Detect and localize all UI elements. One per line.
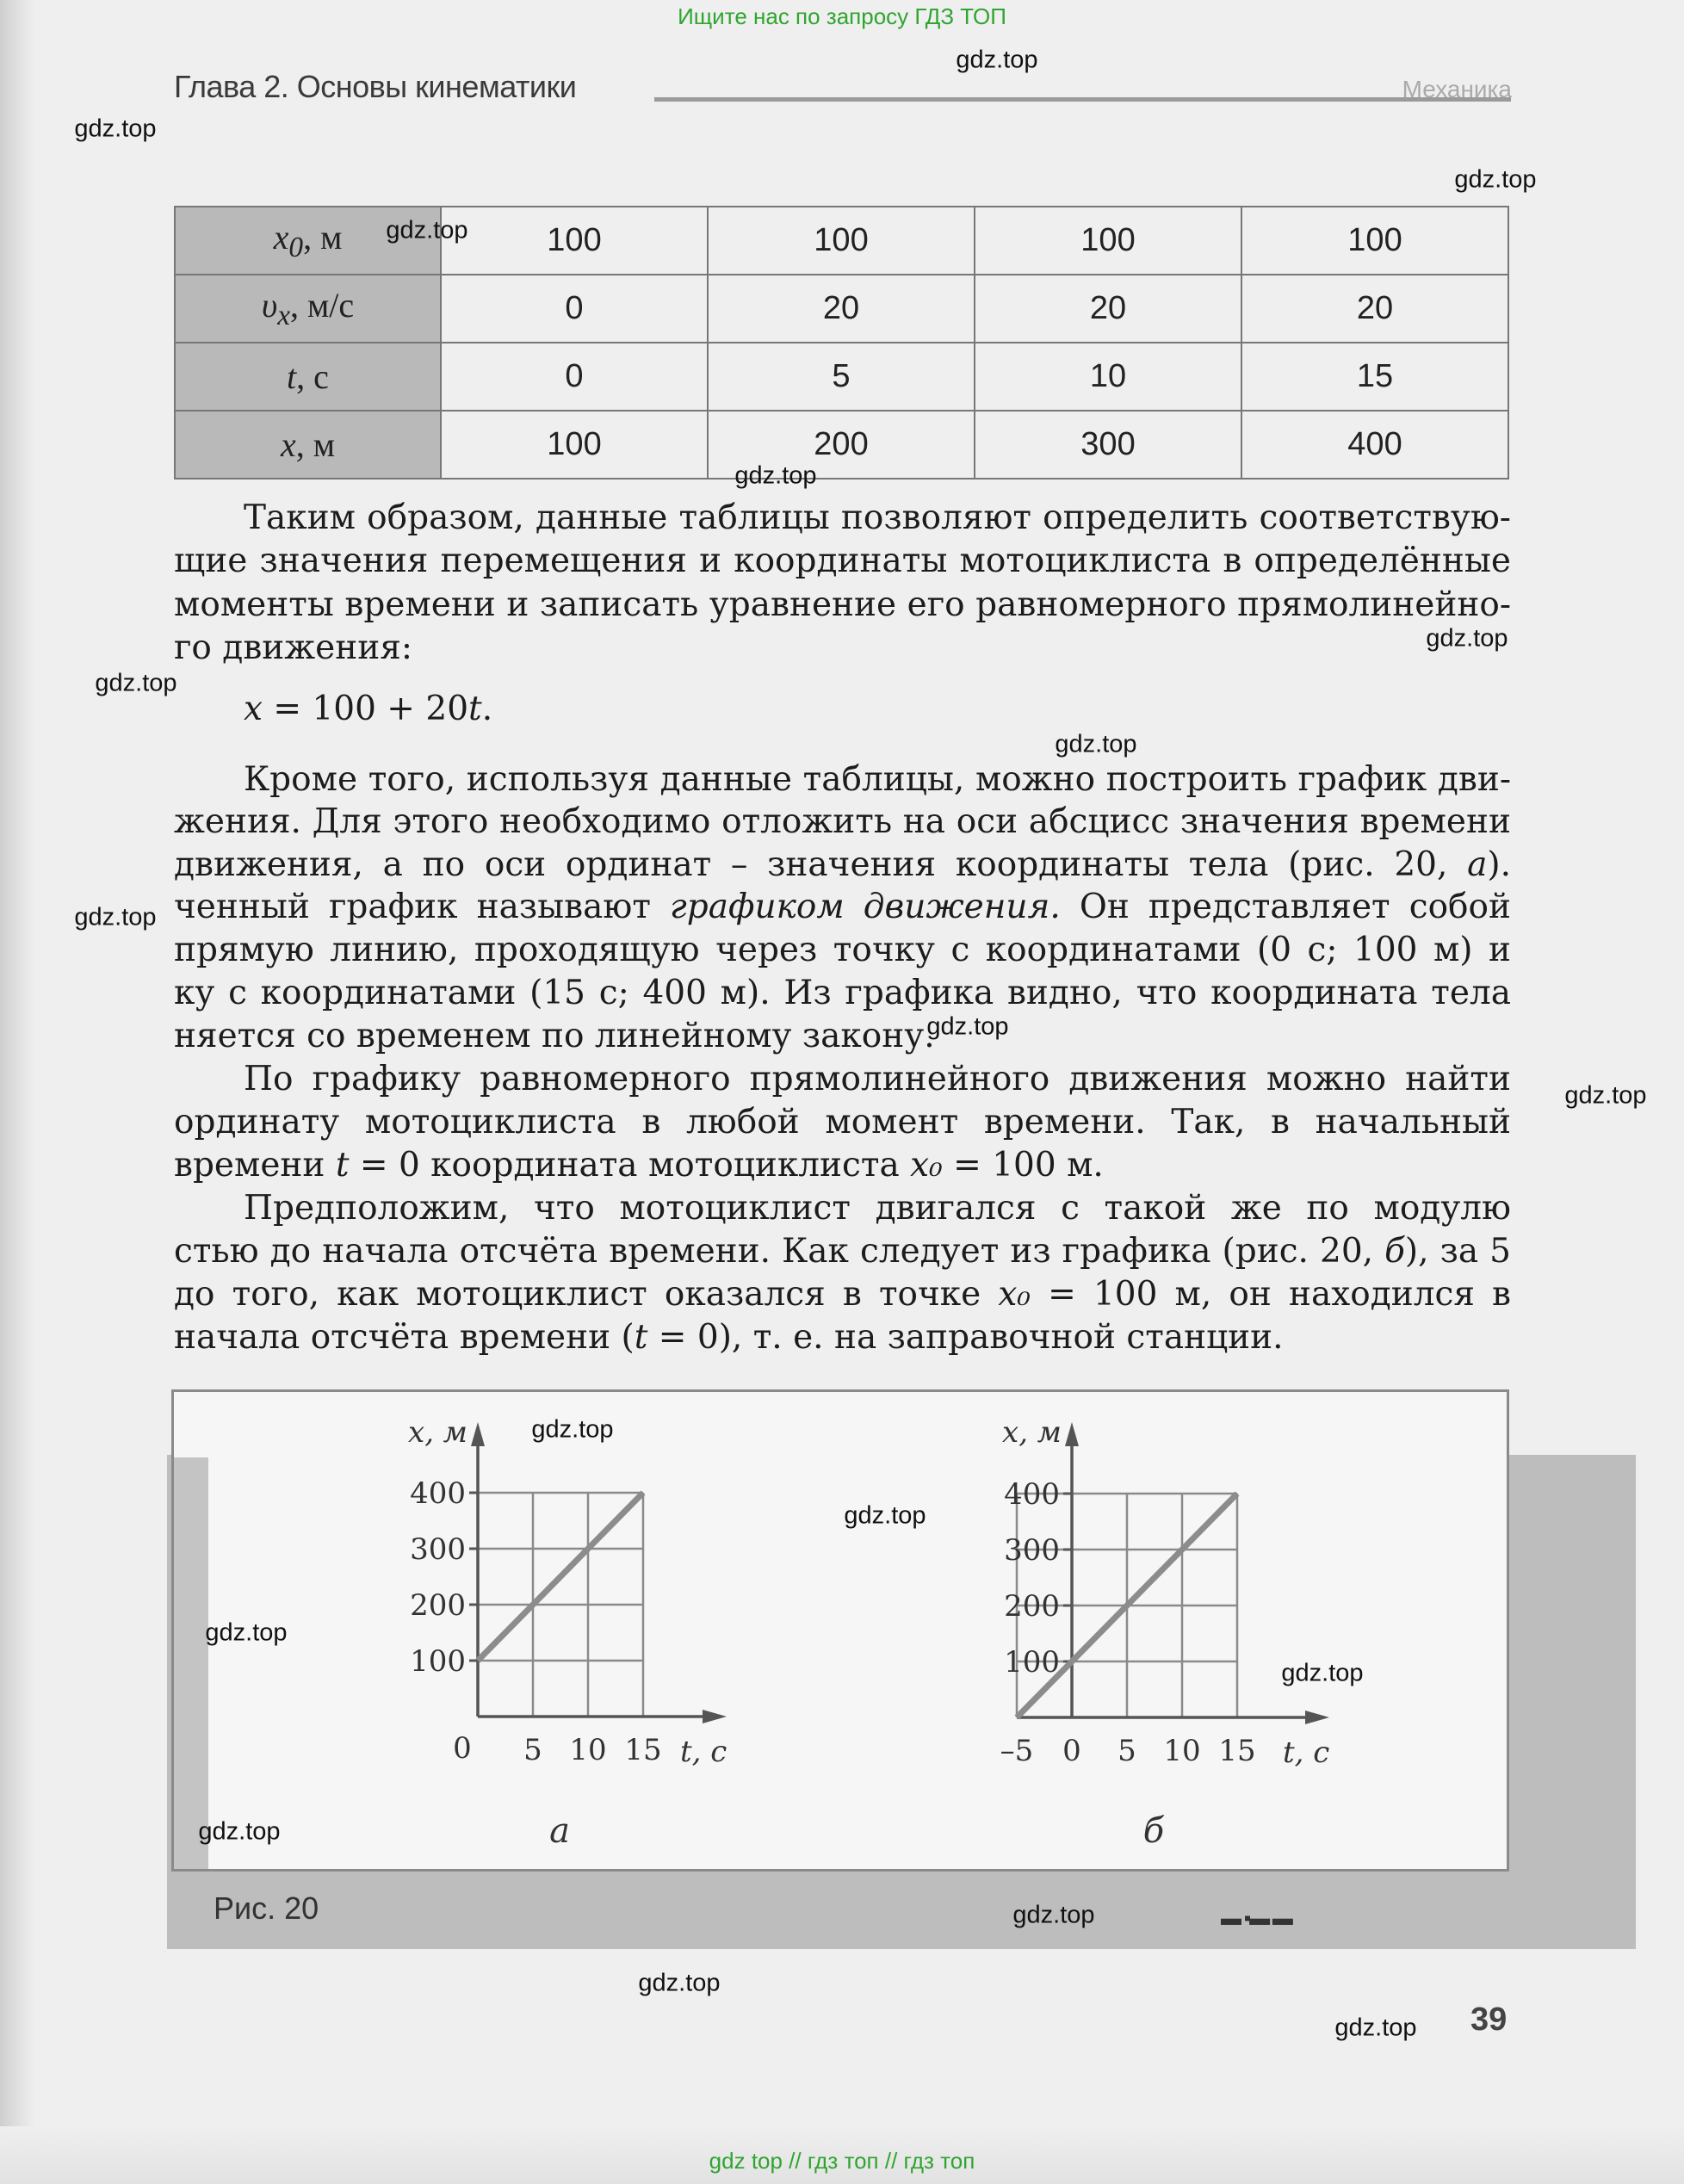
y-tick-label: 200 <box>410 1588 466 1623</box>
y-tick-label: 200 <box>1004 1589 1060 1624</box>
text-line: щие значения перемещения и координаты мотоциклиста в определённые <box>174 541 1511 580</box>
italic-text: t <box>634 1318 648 1357</box>
section-title: Механика <box>1402 76 1512 102</box>
watermark-text: gdz.top <box>734 461 817 490</box>
text-line: движения, а по оси ординат – значения координаты тела (рис. 20, а). <box>174 845 1511 884</box>
text-line: Предположим, что мотоциклист двигался с такой же по модулю <box>244 1189 1511 1228</box>
watermark-text: gdz.top <box>198 1817 281 1846</box>
unit: , м/с <box>289 286 355 325</box>
watermark-text: gdz.top <box>844 1501 926 1530</box>
text-line: го движения: <box>174 628 412 667</box>
watermark-text: gdz.top <box>1426 624 1508 653</box>
watermark-text: gdz.top <box>1334 2014 1417 2042</box>
text-line: до того, как мотоциклист оказался в точке x₀ = 100 м, он находился в <box>174 1275 1511 1314</box>
variable-subscript: 0 <box>288 232 304 263</box>
italic-text: t <box>468 690 482 728</box>
chapter-title: Глава 2. Основы кинематики <box>174 69 577 104</box>
text-line: По графику равномерного прямолинейного движения можно найти <box>244 1060 1511 1098</box>
table-cell: 100 <box>1241 207 1508 275</box>
y-tick-label: 300 <box>410 1532 466 1567</box>
table-cell: 400 <box>1241 411 1508 479</box>
y-axis-arrow-icon <box>1065 1422 1079 1446</box>
y-axis-label: x, м <box>1002 1415 1062 1450</box>
table-cell: 200 <box>708 411 975 479</box>
x-tick-label: 15 <box>1218 1734 1256 1768</box>
text-line: жения. Для этого необходимо отложить на оси абсцисс значения времени <box>174 802 1511 841</box>
x-axis-arrow-icon <box>703 1710 727 1723</box>
motion-line <box>478 1493 643 1661</box>
italic-text: б <box>1384 1232 1405 1271</box>
watermark-text: gdz.top <box>1055 730 1137 758</box>
italic-text: графиком движения. <box>670 888 1061 926</box>
watermark-text: gdz.top <box>1012 1901 1095 1929</box>
table-cell: 20 <box>708 275 975 343</box>
y-axis-label: x, м <box>408 1415 467 1450</box>
unit: , с <box>296 357 329 396</box>
text-line: времени t = 0 координата мотоциклиста x₀ = 100 м. <box>174 1146 1104 1185</box>
table-cell: 20 <box>1241 275 1508 343</box>
text-line: няется со временем по линейному закону. <box>174 1017 935 1055</box>
text-line: ченный график называют графиком движения. Он представляет собой <box>174 888 1511 926</box>
watermark-text: gdz.top <box>95 669 177 697</box>
text-line: x = 100 + 20t. <box>244 690 493 728</box>
x-axis-label: t, с <box>1283 1735 1330 1770</box>
scan-artifact: ▬ ▪▬ ▬ <box>1221 1907 1291 1930</box>
top-banner[interactable]: Ищите нас по запросу ГДЗ ТОП <box>678 3 1006 29</box>
graph-label: б <box>1142 1811 1165 1851</box>
x-tick-label: 10 <box>569 1733 607 1767</box>
figure-caption: Рис. 20 <box>214 1890 319 1926</box>
variable: υ <box>261 286 278 325</box>
text-line: ку с координатами (15 с; 400 м). Из графика видно, что координата тела <box>174 974 1511 1012</box>
variable: x <box>280 425 296 464</box>
table-cell: 100 <box>975 207 1241 275</box>
watermark-text: gdz.top <box>74 114 157 143</box>
watermark-text: gdz.top <box>74 903 157 931</box>
watermark-text: gdz.top <box>1281 1659 1364 1687</box>
y-tick-label: 100 <box>410 1644 466 1679</box>
unit: , м <box>295 425 336 464</box>
italic-text: x <box>244 690 263 728</box>
watermark-text: gdz.top <box>1564 1081 1647 1110</box>
watermark-text: gdz.top <box>205 1618 288 1647</box>
x-tick-label: 5 <box>1118 1734 1136 1768</box>
x-tick-label: 0 <box>453 1731 472 1766</box>
y-tick-label: 100 <box>1004 1645 1060 1680</box>
text-line: стью до начала отсчёта времени. Как следует из графика (рис. 20, б), за 5 <box>174 1232 1511 1271</box>
text-line: Таким образом, данные таблицы позволяют определить соответствую- <box>244 498 1511 537</box>
table-cell: 5 <box>708 343 975 411</box>
watermark-text: gdz.top <box>956 46 1038 74</box>
text-line: начала отсчёта времени (t = 0), т. е. на заправочной станции. <box>174 1318 1284 1357</box>
watermark-text: gdz.top <box>926 1012 1009 1041</box>
table-cell: 20 <box>975 275 1241 343</box>
text-line: моменты времени и записать уравнение его равномерного прямолинейно- <box>174 585 1511 624</box>
x-axis-label: t, с <box>680 1735 727 1769</box>
page-number: 39 <box>1470 2001 1508 2038</box>
variable: t <box>287 357 297 396</box>
table-cell: 100 <box>441 411 708 479</box>
variable: x <box>273 218 289 257</box>
x-axis-arrow-icon <box>1305 1711 1329 1724</box>
y-tick-label: 300 <box>1004 1533 1060 1568</box>
table-cell: 100 <box>708 207 975 275</box>
italic-text: x₀ <box>998 1275 1031 1314</box>
watermark-text: gdz.top <box>386 216 468 244</box>
table-cell: 0 <box>441 275 708 343</box>
italic-text: x₀ <box>910 1146 943 1185</box>
graph-label: а <box>549 1811 570 1851</box>
italic-text: t <box>335 1146 350 1185</box>
x-tick-label: –5 <box>1000 1734 1034 1768</box>
x-tick-label: 0 <box>1062 1734 1081 1768</box>
x-tick-label: 10 <box>1163 1734 1201 1768</box>
y-tick-label: 400 <box>1004 1477 1060 1512</box>
watermark-text: gdz.top <box>531 1415 614 1444</box>
y-axis-arrow-icon <box>471 1422 485 1446</box>
table-cell: 100 <box>441 207 708 275</box>
table-cell: 0 <box>441 343 708 411</box>
text-line: прямую линию, проходящую через точку с координатами (0 с; 100 м) и <box>174 931 1511 969</box>
table-cell: 15 <box>1241 343 1508 411</box>
italic-text: а <box>1467 845 1488 884</box>
x-tick-label: 5 <box>523 1733 542 1767</box>
text-line: Кроме того, используя данные таблицы, можно построить график дви- <box>244 760 1511 799</box>
text-line: ординату мотоциклиста в любой момент времени. Так, в начальный <box>174 1103 1511 1141</box>
y-tick-label: 400 <box>410 1476 466 1511</box>
watermark-text: gdz.top <box>1454 165 1537 194</box>
unit: , м <box>303 218 343 257</box>
bottom-banner[interactable]: gdz top // гдз топ // гдз топ <box>709 2148 975 2174</box>
watermark-text: gdz.top <box>638 1969 721 1997</box>
x-tick-label: 15 <box>624 1733 662 1767</box>
table-cell: 10 <box>975 343 1241 411</box>
variable-subscript: x <box>277 300 290 331</box>
table-cell: 300 <box>975 411 1241 479</box>
